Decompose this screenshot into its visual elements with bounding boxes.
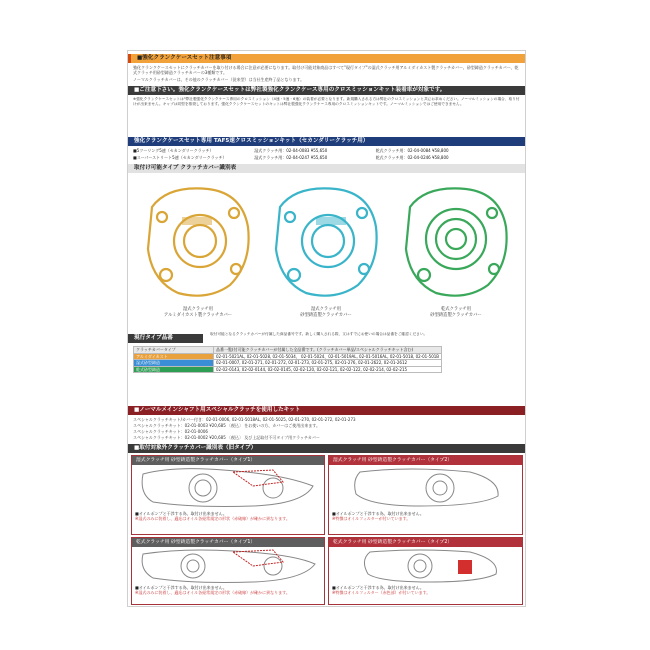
mission-row-1 xyxy=(133,148,520,154)
crank-line-2: スペシャルクラッチキット：02-01-0003 ¥20,685 〔税込〕 をお使いの方、カバーはご使用出来ます。 xyxy=(133,423,320,428)
notice-title: ■強化クランクケースセット注意事項 xyxy=(128,54,525,63)
mission-title: 強化クランクケースセット専用 TAF5速クロスミッションキット（セカンダリークラッチ用） xyxy=(128,137,525,146)
cover-panel-1 xyxy=(138,177,258,325)
incompat-box-4-title: 乾式クラッチ用 砂型鋳造製クラッチカバー（タイプ2） xyxy=(329,538,522,547)
crank-line-1: スペシャルクラッチキット/カバー付き：02-01-0006, 02-01-5018AL, 02-01-5025, 02-01-270, 02-01-272, 02-01-273 xyxy=(133,417,356,422)
compat-title: 取付け可能タイプ クラッチカバー識別表 xyxy=(128,164,525,173)
cover-1-caption-2: アルミダイカスト製クラッチカバー xyxy=(163,313,233,318)
incompat-box-4 xyxy=(328,537,523,605)
clutch-cover-type2-wet-icon xyxy=(330,466,520,508)
incompat-box-1-note-2: ※湿式のみに装着し、適応はオイル各経常規定の形状（赤破線）が確かに異なります。 xyxy=(135,516,290,521)
incompat-box-4-note xyxy=(332,585,518,595)
incompat-box-2-note-1: ■オイルポンプと干渉する為、取付け出来ません。 xyxy=(332,511,424,516)
incompat-title: ■取付対象外クラッチカバー識別表（旧タイプ） xyxy=(128,444,525,453)
parts-row-2-type: 湿式砂型鋳造 xyxy=(134,360,214,367)
cover-1-caption-1: 湿式クラッチ用 xyxy=(183,307,213,312)
warning-body: ※強化クランクケースセットは"弊社製強化クランクケース専用のクロスミッション（4速・5速・6速）の装着が必要となります。新規購入される方は弊社のクロスミッションと共にお求めください。ノーマルミッションの場合、取り付けが出来ません。キャブは同型を推奨しております。強化クランクケースセットのキットは弊社製強化クランクケース専用のクロスミッションキットです。ノーマルミッションではご使用できません。 xyxy=(133,97,520,106)
parts-title: 現行タイプ品番 xyxy=(128,334,203,343)
crank-line-4: スペシャルクラッチキット：02-01-0002 ¥20,685 〔税込〕 及び上記取付不可タイプ用クラッチカバー xyxy=(133,435,320,440)
incompat-box-3-title: 乾式クラッチ用 砂型鋳造製クラッチカバー（タイプ1） xyxy=(132,538,324,547)
cover-panel-2 xyxy=(266,177,386,325)
incompat-box-3 xyxy=(131,537,325,605)
incompat-box-2-title: 湿式クラッチ用 砂型鋳造製クラッチカバー（タイプ2） xyxy=(329,456,522,465)
cover-2-caption-1: 湿式クラッチ用 xyxy=(311,307,341,312)
catalog-sheet xyxy=(127,50,526,607)
parts-row-3-codes: 02-02-0143, 02-02-0144, 02-02-0145, 02-02-120, 02-02-121, 02-02-122, 02-02-214, 02-02-215 xyxy=(214,366,442,373)
warning-title: ■ご注意下さい。強化クランクケースセットは弊社製強化クランクケース専用のクロスミッションキット装着車が対象です。 xyxy=(128,86,525,95)
notice-body-2: ノーマルクラッチカバーは、その他のクラッチカバー（従来型）は当社生産終了品となります。 xyxy=(133,77,305,82)
incompat-box-3-note-1: ■オイルポンプと干渉する為、取付け出来ません。 xyxy=(135,585,227,590)
mission-row-1-wet: 湿式クラッチ用：02-04-0083 ¥55,650 xyxy=(254,148,328,153)
parts-desc: 取付可能となるクラッチカバーが付属した商品番号です。新しく購入される際、又はすでにお使いの場合は品番をご確認ください。 xyxy=(210,332,428,336)
notice-body-1: 強化クランクケースセットにクラッチカバーを取り付ける場合に注意が必要になります。取付け可能対象商品はすべて"現行タイプ"の湿式クラッチ用アルミダイカスト製クラッチカバー、砂型鋳造クラッチカバー、乾式クラッチ用砂型鋳造クラッチカバーの3種類です。 xyxy=(133,65,519,76)
parts-header-codes: 品番一覧(付可能クラッチカバーが付属した全品番です。(クラッチカバー単品/スペシャルクラッチキット含む) xyxy=(214,347,442,354)
mission-row-2-dry: 乾式クラッチ用：02-04-0246 ¥58,800 xyxy=(375,155,449,160)
mission-row-2 xyxy=(133,155,520,161)
mission-row-2-wet: 湿式クラッチ用：02-04-0247 ¥55,650 xyxy=(254,155,328,160)
incompat-box-4-note-1: ■オイルポンプと干渉する為、取付け出来ません。 xyxy=(332,585,424,590)
clutch-cover-aluminum-icon xyxy=(138,177,258,305)
clutch-cover-type2-dry-icon xyxy=(330,548,520,584)
parts-header-type: クラッチカバータイプ xyxy=(134,347,214,354)
clutch-cover-sand-cast-wet-icon xyxy=(266,177,386,305)
cover-3-caption-2: 砂型鋳造製クラッチカバー xyxy=(430,313,482,318)
clutch-cover-sand-cast-dry-icon xyxy=(396,177,516,305)
parts-table xyxy=(133,346,442,373)
parts-row-3-type: 乾式砂型鋳造 xyxy=(134,366,214,373)
cover-panel-3 xyxy=(396,177,516,325)
incompat-box-1 xyxy=(131,455,325,535)
clutch-cover-type1-dry-icon xyxy=(133,548,323,584)
incompat-box-3-note xyxy=(135,585,321,595)
parts-row-1-codes: 02-01-5021AL, 02-01-5028, 02-01-5034、 02-01-5024、02-01-5019AL, 02-01-5016AL, 02-01-5018, 02-01-501B xyxy=(214,353,442,360)
incompat-box-2-note-2: ※特徴はオイルフィルターが付いています。 xyxy=(332,516,411,521)
incompat-box-4-note-2: ※特徴はオイルフィルター（赤色部）が付いています。 xyxy=(332,590,431,595)
mission-row-1-dry: 乾式クラッチ用：02-04-0084 ¥58,800 xyxy=(375,148,449,153)
cover-3-caption-1: 乾式クラッチ用 xyxy=(441,307,471,312)
incompat-box-1-note-1: ■オイルポンプと干渉する為、取付け出来ません。 xyxy=(135,511,227,516)
parts-row-2-codes: 02-01-0007, 02-01-271, 02-01-272, 02-01-273, 02-01-275, 02-01-276, 02-01-2622, 02-01-2612 xyxy=(214,360,442,367)
incompat-box-1-note xyxy=(135,511,321,521)
incompat-box-1-title: 湿式クラッチ用 砂型鋳造製クラッチカバー（タイプ1） xyxy=(132,456,324,465)
parts-row-1-type: アルミダイカスト xyxy=(134,353,214,360)
cover-2-caption-2: 砂型鋳造製クラッチカバー xyxy=(300,313,352,318)
incompat-box-2-note xyxy=(332,511,518,521)
crank-line-3: スペシャルクラッチキット：02-01-0006 xyxy=(133,429,208,434)
mission-row-1-name: ■5ツーリング5速（セカンダリークラッチ） xyxy=(133,148,214,153)
clutch-cover-type1-wet-icon xyxy=(133,466,323,508)
crank-title: ■ノーマルメインシャフト用スペシャルクラッチを使用したキット xyxy=(128,406,525,415)
incompat-box-3-note-2: ※湿式のみに装着し、適応はオイル各経常規定の形状（赤破線）が確かに異なります。 xyxy=(135,590,290,595)
incompat-box-2 xyxy=(328,455,523,535)
mission-row-2-name: ■スーパーストリート5速（セカンダリークラッチ） xyxy=(133,155,227,160)
table-row xyxy=(134,366,442,373)
